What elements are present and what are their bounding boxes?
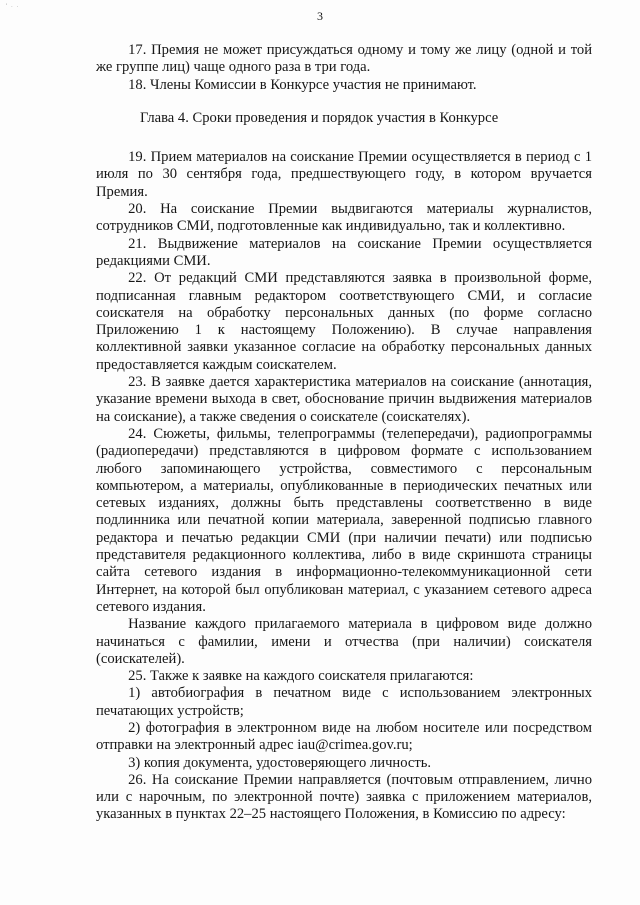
paragraph-26: 26. На соискание Премии направляется (почтовым отправлением, лично или с нарочным, по электронной почте) заявка с приложением материалов, указанных в пунктах 22–25 настоящего Положения, в Комиссию по адресу:	[96, 771, 592, 823]
paragraph-18: 18. Члены Комиссии в Конкурсе участия не принимают.	[128, 76, 477, 93]
paragraph-19: 19. Прием материалов на соискание Премии осуществляется в период с 1 июля по 30 сентября года, предшествующего году, в котором вручается Премия.	[96, 149, 592, 200]
list-item-3: 3) копия документа, удостоверяющего личность.	[128, 754, 432, 771]
list-item-2: 2) фотография в электронном виде на любом носителе или посредством отправки на электронный адрес iau@crimea.gov.ru;	[96, 719, 592, 754]
paragraph-22: 22. От редакций СМИ представляются заявка в произвольной форме, подписанная главным редактором соответствующего СМИ, и согласие соискателя на обработку персональных данных (по форме согласно Приложению 1 к настоящему Положению). В случае направления коллективной заявки указанное согласие на обработку персональных данных предоставляется каждым соискателем.	[96, 270, 592, 373]
list-item-1: 1) автобиография в печатном виде с использованием электронных печатающих устройств;	[96, 685, 592, 719]
page-number: 3	[317, 9, 323, 23]
scan-mark: ' · ·	[6, 4, 20, 10]
paragraph-23: 23. В заявке дается характеристика материалов на соискание (аннотация, указание времени выхода в свет, обоснование причин выдвижения материалов на соискание), а также сведения о соискателе (соискателях).	[96, 374, 592, 425]
paragraph-17: 17. Премия не может присуждаться одному и тому же лицу (одной и той же группе лиц) чаще одного раза в три года.	[96, 42, 592, 76]
paragraph-24: 24. Сюжеты, фильмы, телепрограммы (телепередачи), радиопрограммы (радиопередачи) представляются в цифровом формате с использованием любого запоминающего устройства, совместимого с персональным компьютером, а материалы, опубликованные в периодических печатных или сетевых изданиях, должны быть представлены соответственно в виде подлинника или печатной копии материала, заверенной подписью главного редактора и печатью редакции СМИ (при наличии печати) или подписью представителя редакционного коллектива, либо в виде скриншота страницы сайта сетевого издания в информационно-телекоммуникационной сети Интернет, на которой был опубликован материал, с указанием сетевого адреса сетевого издания.	[96, 425, 592, 615]
paragraph-20: 20. На соискание Премии выдвигаются материалы журналистов, сотрудников СМИ, подготовленные как индивидуально, так и коллективно.	[96, 201, 592, 235]
paragraph-25: 25. Также к заявке на каждого соискателя прилагаются:	[128, 668, 474, 685]
document-body	[96, 42, 592, 824]
chapter-heading: Глава 4. Сроки проведения и порядок участия в Конкурсе	[140, 109, 499, 126]
paragraph-21: 21. Выдвижение материалов на соискание Премии осуществляется редакциями СМИ.	[96, 235, 592, 269]
paragraph-24-naming: Название каждого прилагаемого материала в цифровом виде должно начинаться с фамилии, имени и отчества (при наличии) соискателя (соискателей).	[96, 616, 592, 667]
